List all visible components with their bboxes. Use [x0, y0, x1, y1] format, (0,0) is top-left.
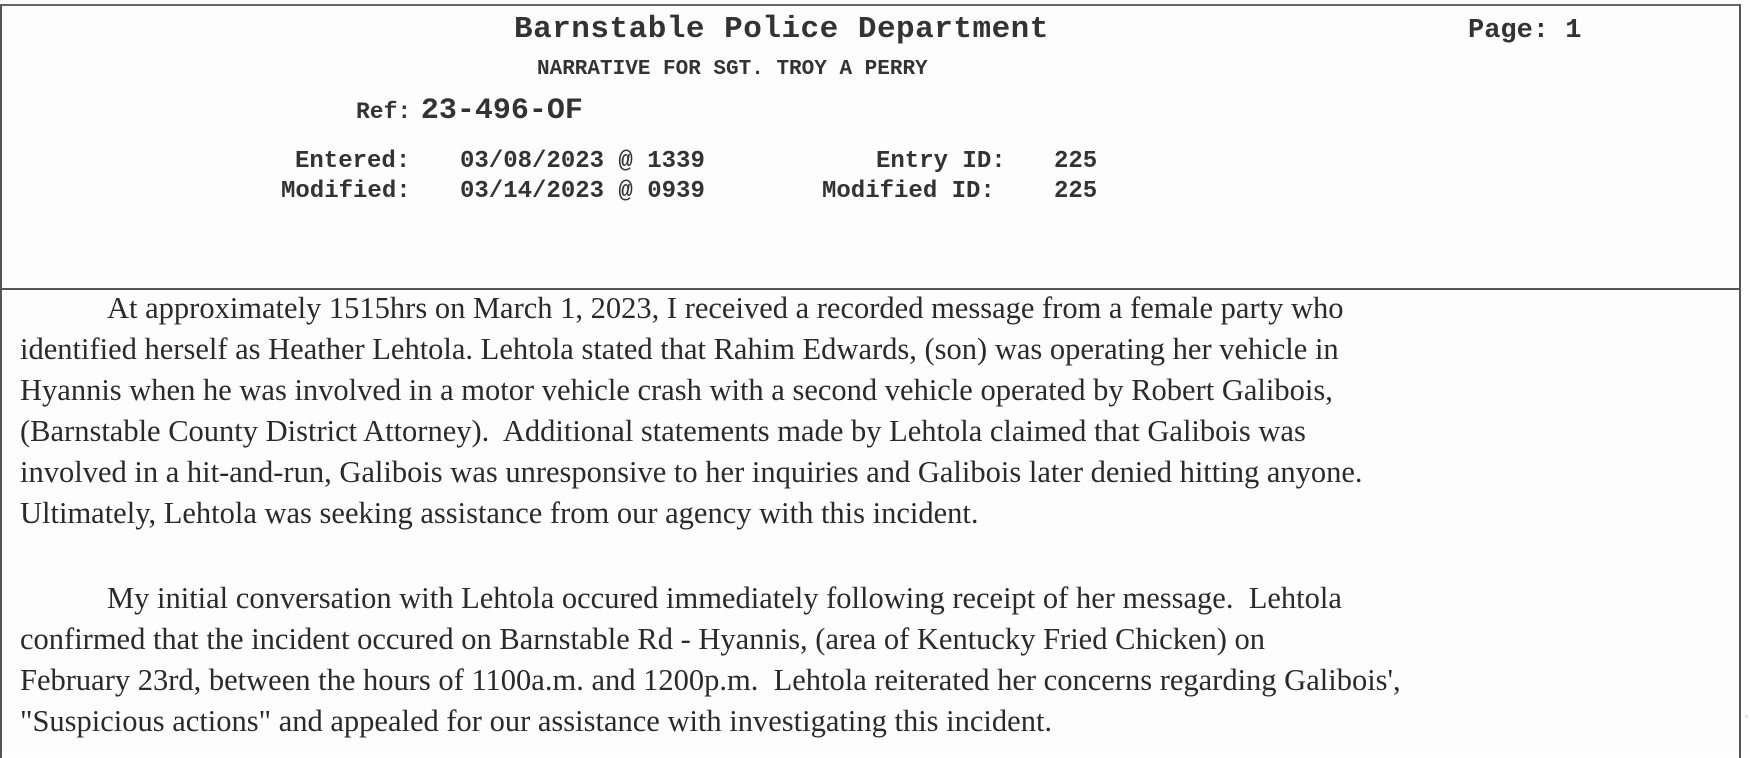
entry-id-value: 225 [1054, 148, 1098, 175]
paragraph-line: involved in a hit-and-run, Galibois was unresponsive to her inquiries and Galibois later denied hitting anyone. [20, 455, 1363, 489]
entered-label: Entered: [295, 148, 411, 175]
modified-value: 03/14/2023 @ 0939 [460, 178, 705, 205]
page-number: Page: 1 [1468, 16, 1582, 46]
narrative-title: NARRATIVE FOR SGT. TROY A PERRY [537, 58, 928, 81]
reference-line [356, 94, 583, 128]
modified-label: Modified: [281, 178, 411, 205]
paragraph-line: "Suspicious actions" and appealed for our assistance with investigating this incident. [20, 704, 1053, 738]
entered-value: 03/08/2023 @ 1339 [460, 148, 705, 175]
modified-id-label: Modified ID: [822, 178, 995, 205]
paragraph-line: (Barnstable County District Attorney). Additional statements made by Lehtola claimed that Galibois was [20, 414, 1306, 448]
department-title: Barnstable Police Department [514, 12, 1049, 47]
paragraph-line: identified herself as Heather Lehtola. Lehtola stated that Rahim Edwards, (son) was operating her vehicle in [20, 332, 1339, 366]
narrative-body [0, 288, 1741, 758]
paragraph-line: confirmed that the incident occured on Barnstable Rd - Hyannis, (area of Kentucky Fried Chicken) on [20, 622, 1266, 656]
scan-speck [1745, 715, 1748, 718]
report-header [0, 4, 1741, 290]
narrative-paragraph-2 [20, 578, 1720, 742]
modified-id-value: 225 [1054, 178, 1098, 205]
ref-label: Ref: [356, 99, 412, 125]
entry-id-label: Entry ID: [876, 148, 1006, 175]
paragraph-line: Ultimately, Lehtola was seeking assistance from our agency with this incident. [20, 496, 979, 530]
paragraph-line: Hyannis when he was involved in a motor vehicle crash with a second vehicle operated by Robert Galibois, [20, 373, 1333, 407]
ref-number: 23-496-OF [420, 94, 583, 128]
narrative-paragraph-1 [20, 288, 1720, 534]
paragraph-line: At approximately 1515hrs on March 1, 2023, I received a recorded message from a female party who [107, 291, 1344, 325]
paragraph-line: February 23rd, between the hours of 1100a.m. and 1200p.m. Lehtola reiterated her concerns regarding Galibois', [20, 663, 1401, 697]
paragraph-line: My initial conversation with Lehtola occured immediately following receipt of her message. Lehtola [107, 581, 1342, 615]
